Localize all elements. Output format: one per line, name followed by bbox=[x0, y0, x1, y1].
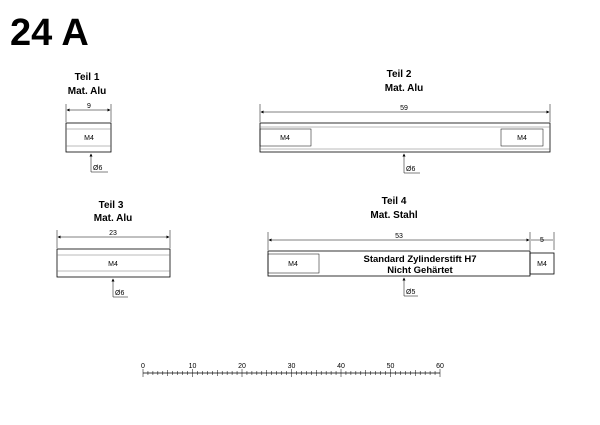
scale-bar bbox=[141, 363, 444, 377]
part-3-material: Mat. Alu bbox=[93, 213, 133, 224]
part-2-material: Mat. Alu bbox=[384, 83, 424, 94]
part-2-thread-left: M4 bbox=[280, 135, 290, 142]
part-2-thread-right: M4 bbox=[517, 135, 527, 142]
part-1-length: 9 bbox=[87, 103, 91, 110]
scale-label: 40 bbox=[337, 363, 345, 370]
part-1-diameter: Ø6 bbox=[93, 165, 103, 172]
part-2-length: 59 bbox=[400, 105, 408, 112]
part-2 bbox=[260, 69, 550, 173]
part-2-body bbox=[260, 123, 550, 152]
part-4-thread-left: M4 bbox=[288, 261, 298, 268]
part-2-diameter: Ø6 bbox=[406, 166, 416, 173]
part-3-length: 23 bbox=[109, 230, 117, 237]
part-4-note-line1: Standard Zylinderstift H7 bbox=[363, 254, 477, 265]
part-4-note-line2: Nicht Gehärtet bbox=[387, 265, 453, 276]
sheet-title: 24 A bbox=[10, 12, 89, 54]
scale-label: 30 bbox=[287, 363, 296, 370]
part-3-thread: M4 bbox=[108, 261, 118, 268]
part-4 bbox=[268, 196, 554, 296]
part-3-diameter: Ø6 bbox=[115, 290, 125, 297]
part-1-thread: M4 bbox=[84, 135, 94, 142]
scale-label: 60 bbox=[436, 363, 444, 370]
part-2-name: Teil 2 bbox=[386, 69, 412, 80]
part-4-material: Mat. Stahl bbox=[370, 210, 418, 221]
scale-label: 20 bbox=[238, 363, 246, 370]
part-4-length: 53 bbox=[395, 233, 403, 240]
part-4-length-extra: 5 bbox=[540, 237, 544, 244]
scale-label: 0 bbox=[141, 363, 145, 370]
part-1-material: Mat. Alu bbox=[67, 86, 107, 97]
scale-label: 10 bbox=[188, 363, 197, 370]
part-4-diameter: Ø5 bbox=[406, 289, 416, 296]
scale-label: 50 bbox=[386, 363, 395, 370]
part-1-name: Teil 1 bbox=[74, 72, 100, 83]
part-4-name: Teil 4 bbox=[381, 196, 407, 207]
part-3-name: Teil 3 bbox=[98, 200, 124, 211]
part-4-thread-right: M4 bbox=[537, 261, 547, 268]
part-1 bbox=[66, 72, 111, 172]
part-3 bbox=[57, 200, 170, 297]
